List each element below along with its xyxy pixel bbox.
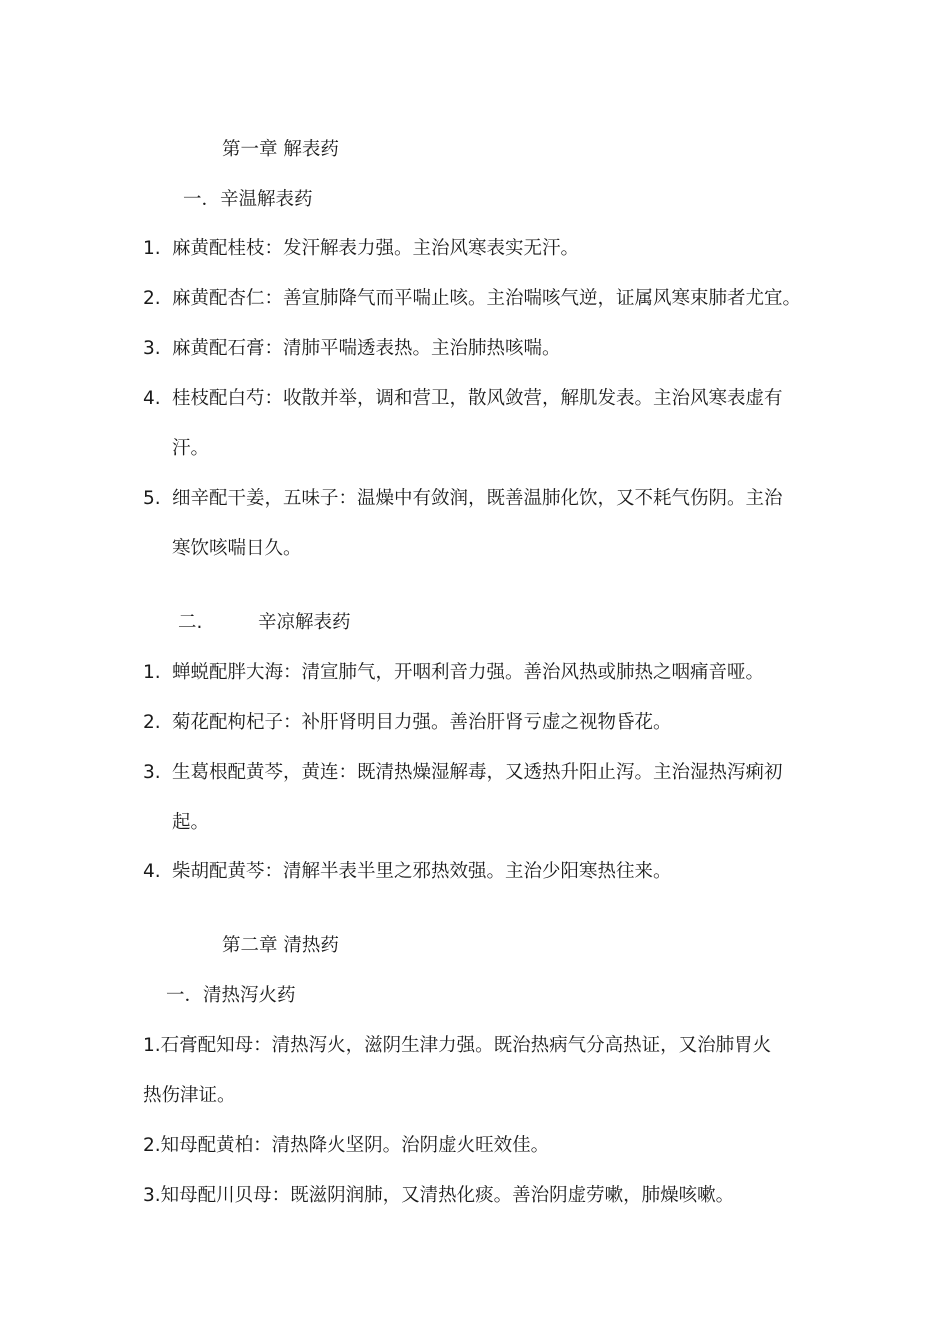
list-text: 麻黄配桂枝：发汗解表力强。主治风寒表实无汗。	[172, 238, 580, 259]
list-number: 2.	[143, 712, 161, 733]
list-text-continued: 热伤津证。	[143, 1085, 236, 1106]
list-text: 麻黄配石膏：清肺平喘透表热。主治肺热咳喘。	[172, 338, 561, 359]
list-number: 4.	[143, 388, 161, 409]
list-number: 1.	[143, 238, 161, 259]
list-number: 1.	[143, 662, 161, 683]
list-text: 1.石膏配知母：清热泻火，滋阴生津力强。既治热病气分高热证，又治肺胃火	[143, 1035, 772, 1056]
list-text: 2.知母配黄柏：清热降火坚阴。治阴虚火旺效佳。	[143, 1135, 550, 1156]
list-text: 菊花配枸杞子：补肝肾明目力强。善治肝肾亏虚之视物昏花。	[172, 712, 672, 733]
list-number: 3.	[143, 762, 161, 783]
list-text: 细辛配干姜，五味子：温燥中有敛润，既善温肺化饮，又不耗气伤阴。主治	[172, 488, 783, 509]
list-text-continued: 汗。	[172, 438, 210, 459]
list-number: 3.	[143, 338, 161, 359]
list-text-continued: 寒饮咳喘日久。	[172, 538, 302, 559]
list-text: 柴胡配黄芩：清解半表半里之邪热效强。主治少阳寒热往来。	[172, 861, 672, 882]
list-number: 2.	[143, 288, 161, 309]
list-text: 桂枝配白芍：收散并举，调和营卫，散风敛营，解肌发表。主治风寒表虚有	[172, 388, 783, 409]
list-text: 3.知母配川贝母：既滋阴润肺，又清热化痰。善治阴虚劳嗽，肺燥咳嗽。	[143, 1185, 735, 1206]
list-text-continued: 起。	[172, 812, 210, 833]
list-text: 生葛根配黄芩，黄连：既清热燥湿解毒，又透热升阳止泻。主治湿热泻痢初	[172, 762, 783, 783]
list-text: 麻黄配杏仁：善宣肺降气而平喘止咳。主治喘咳气逆，证属风寒束肺者尤宜。	[172, 288, 802, 309]
list-number: 4.	[143, 861, 161, 882]
list-number: 5.	[143, 488, 161, 509]
section-2-1-title: 一．清热泻火药	[166, 985, 296, 1006]
section-1-1-title: 一．辛温解表药	[183, 189, 313, 210]
section-1-2-title: 辛凉解表药	[258, 612, 351, 633]
chapter-1-title: 第一章 解表药	[222, 139, 339, 160]
section-1-2-number: 二.	[178, 612, 203, 633]
list-text: 蝉蜕配胖大海：清宣肺气，开咽利音力强。善治风热或肺热之咽痛音哑。	[172, 662, 765, 683]
chapter-2-title: 第二章 清热药	[222, 935, 339, 956]
